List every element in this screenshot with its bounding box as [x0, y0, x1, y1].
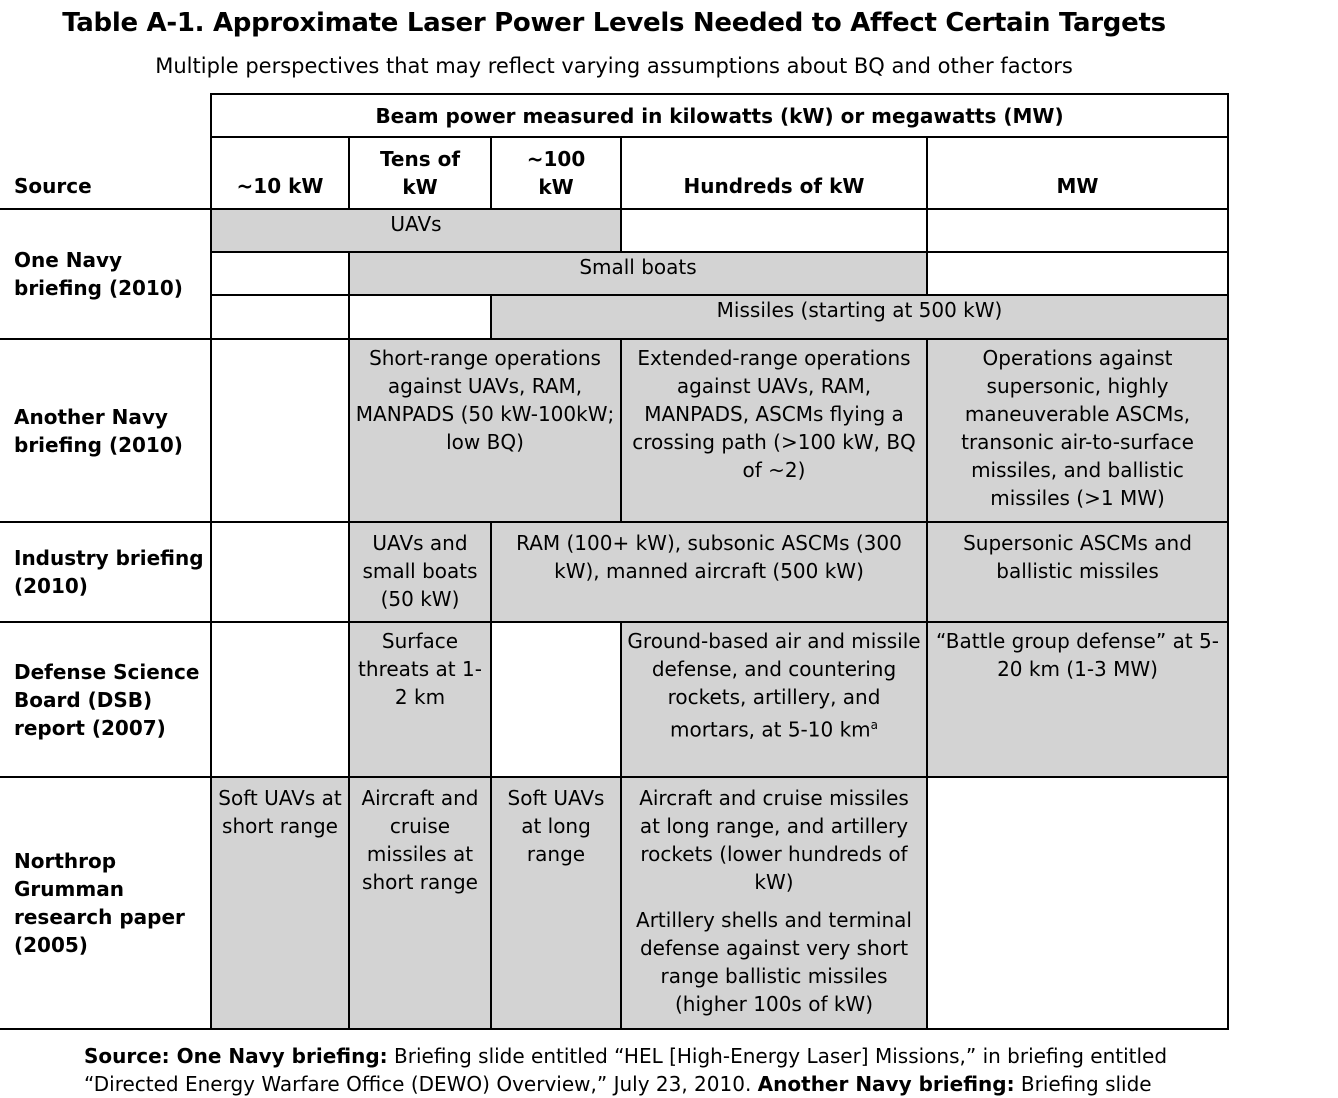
source-northrop: Northrop Grumman research paper (2005)	[0, 777, 211, 1029]
cell-empty	[211, 295, 349, 339]
header-source: Source	[0, 137, 211, 209]
header-tens-line1: Tens of	[379, 147, 461, 171]
header-hundreds-kw: Hundreds of kW	[621, 137, 927, 209]
source-industry: Industry briefing (2010)	[0, 522, 211, 622]
cell-battle-group: “Battle group defense” at 5-20 km (1-3 MW)	[927, 622, 1228, 777]
cell-aircraft-short: Aircraft and cruise missiles at short range	[349, 777, 491, 1029]
cell-soft-uavs-short: Soft UAVs at short range	[211, 777, 349, 1029]
aircraft-long-text: Aircraft and cruise missiles at long range, and artillery rockets (lower hundreds of kW)	[639, 786, 909, 894]
header-group: Beam power measured in kilowatts (kW) or megawatts (MW)	[211, 94, 1228, 137]
cell-surface-threats: Surface threats at 1-2 km	[349, 622, 491, 777]
cell-empty	[211, 622, 349, 777]
source-one-navy: One Navy briefing (2010)	[0, 209, 211, 339]
cell-missiles: Missiles (starting at 500 kW)	[491, 295, 1228, 339]
header-10kw: ~10 kW	[211, 137, 349, 209]
cell-uavs-small-boats: UAVs and small boats (50 kW)	[349, 522, 491, 622]
table-subtitle: Multiple perspectives that may reflect varying assumptions about BQ and other factors	[155, 54, 1073, 78]
cell-empty	[491, 622, 621, 777]
cell-mw-ops: Operations against supersonic, highly maneuverable ASCMs, transonic air-to-surface missiles, and ballistic missiles (>1 MW)	[927, 339, 1228, 522]
source-another-navy: Another Navy briefing (2010)	[0, 339, 211, 522]
header-mw: MW	[927, 137, 1228, 209]
header-blank	[0, 94, 211, 137]
cell-soft-uavs-long: Soft UAVs at long range	[491, 777, 621, 1029]
cell-aircraft-long	[621, 777, 927, 1029]
laser-power-table	[0, 93, 1229, 1030]
cell-ram-ascms: RAM (100+ kW), subsonic ASCMs (300 kW), manned aircraft (500 kW)	[491, 522, 927, 622]
cell-empty	[211, 339, 349, 522]
cell-empty	[621, 209, 927, 252]
source-note	[84, 1042, 1204, 1098]
header-100-line2: kW	[538, 175, 574, 199]
cell-small-boats: Small boats	[349, 252, 927, 295]
cell-empty	[927, 252, 1228, 295]
cell-empty	[349, 295, 491, 339]
source-label-one-navy: Source: One Navy briefing:	[84, 1044, 388, 1068]
source-label-another-navy: Another Navy briefing:	[757, 1072, 1015, 1096]
header-100kw	[491, 137, 621, 209]
table-title: Table A-1. Approximate Laser Power Levels Needed to Affect Certain Targets	[62, 8, 1166, 38]
source-text-another-navy: Briefing slide	[1014, 1072, 1152, 1096]
header-tens-kw	[349, 137, 491, 209]
cell-supersonic: Supersonic ASCMs and ballistic missiles	[927, 522, 1228, 622]
source-dsb: Defense Science Board (DSB) report (2007)	[0, 622, 211, 777]
footnote-marker: a	[870, 718, 879, 732]
ground-based-text: Ground-based air and missile defense, and countering rockets, artillery, and mortars, at 5-10 km	[627, 629, 921, 742]
header-tens-line2: kW	[402, 175, 438, 199]
cell-extended-range-ops: Extended-range operations against UAVs, RAM, MANPADS, ASCMs flying a crossing path (>100 kW, BQ of ~2)	[621, 339, 927, 522]
cell-empty	[927, 777, 1228, 1029]
artillery-text: Artillery shells and terminal defense against very short range ballistic missiles (higher 100s of kW)	[636, 908, 912, 1016]
cell-empty	[211, 522, 349, 622]
cell-ground-based	[621, 622, 927, 777]
source-text-one-navy: Briefing slide entitled “HEL [High-Energy Laser] Missions,” in briefing entitled “Directed Energy Warfare Office (DEWO) Overview,” July 23, 2010.	[84, 1044, 1168, 1096]
cell-empty	[927, 209, 1228, 252]
cell-uavs: UAVs	[211, 209, 621, 252]
header-100-line1: ~100	[526, 147, 586, 171]
cell-short-range-ops: Short-range operations against UAVs, RAM, MANPADS (50 kW-100kW; low BQ)	[349, 339, 621, 522]
cell-empty	[211, 252, 349, 295]
